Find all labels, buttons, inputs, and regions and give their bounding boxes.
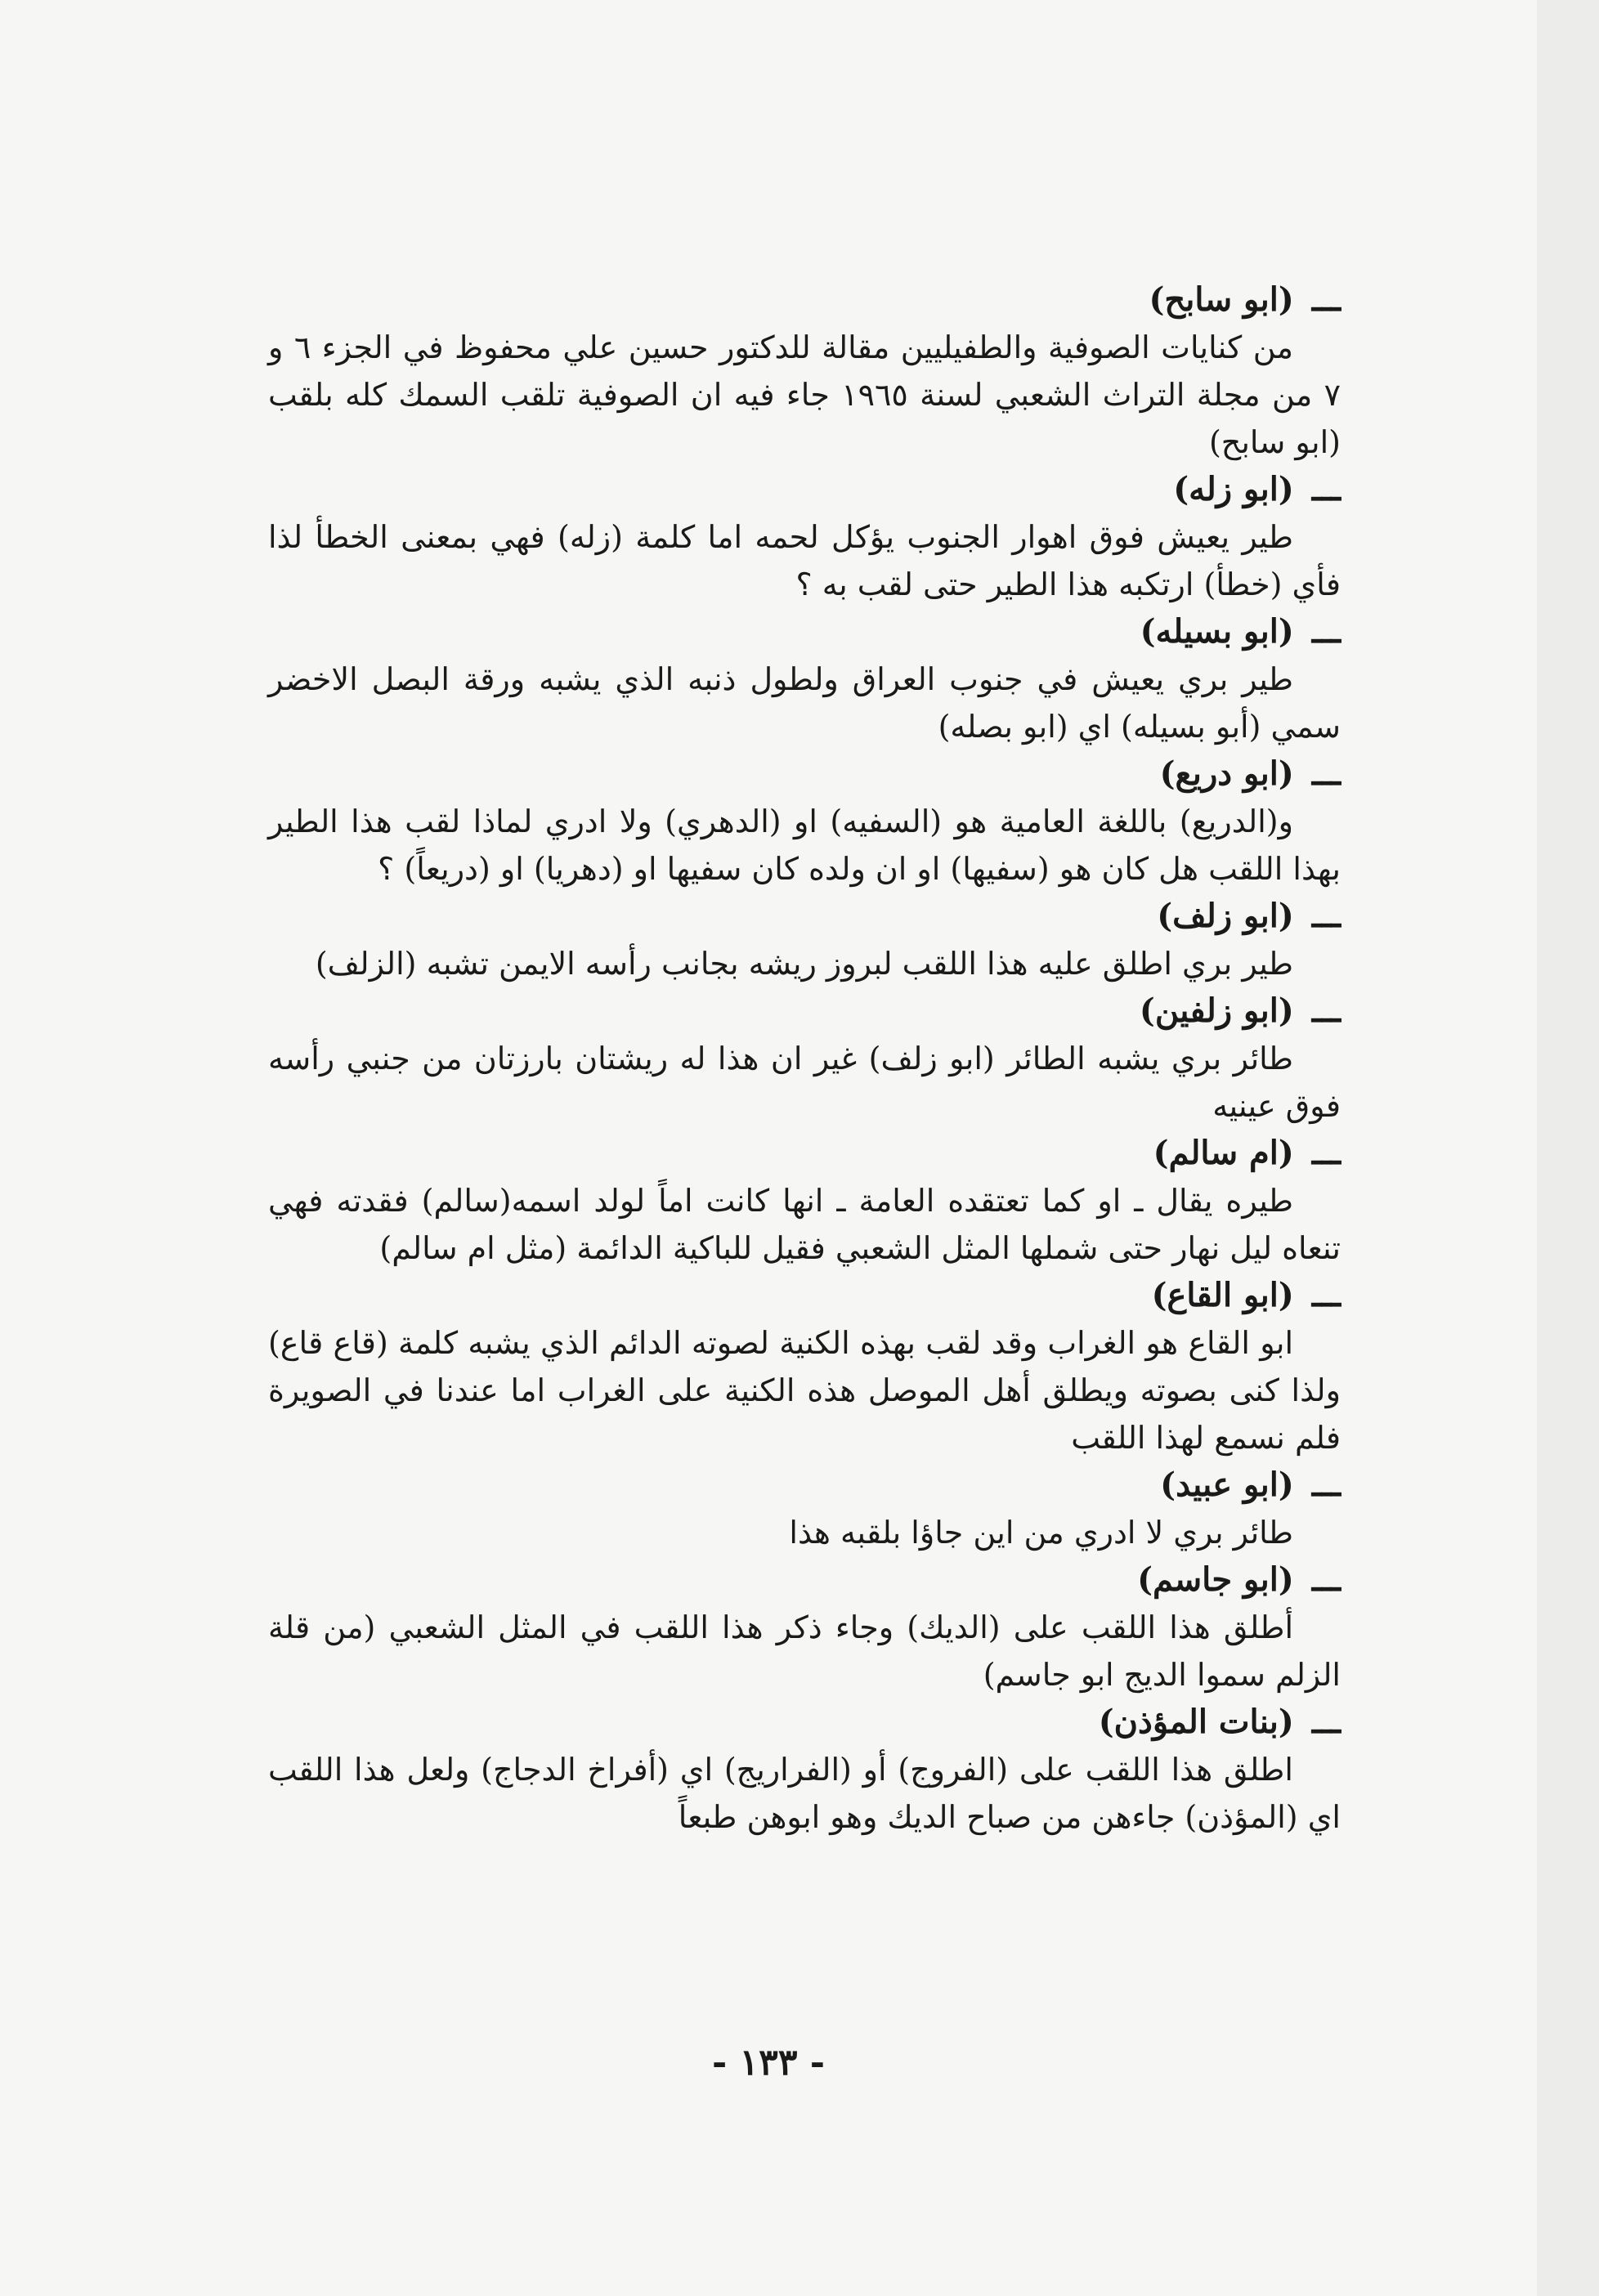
heading-text: (ام سالم) (1153, 1134, 1294, 1172)
entry (268, 1272, 1341, 1461)
entry-text: طائر بري لا ادري من اين جاؤا بلقبه هذا (789, 1515, 1293, 1551)
heading-text: (ابو زله) (1173, 470, 1294, 508)
dash: ـــ (1311, 1466, 1341, 1504)
heading-text: (ابو جاسم) (1137, 1560, 1294, 1599)
entry-heading (268, 608, 1341, 656)
entry-text: طير بري اطلق عليه هذا اللقب لبروز ريشه بجانب رأسه الايمن تشبه (الزلف) (315, 946, 1293, 982)
entry-text: طائر بري يشبه الطائر (ابو زلف) غير ان هذا له ريشتان بارزتان من جنبي رأسه فوق عينيه (268, 1041, 1341, 1124)
entry (268, 987, 1341, 1130)
entry (268, 1699, 1341, 1841)
heading-text: (ابو سابح) (1149, 280, 1294, 319)
entry-heading (268, 466, 1341, 513)
dash: ـــ (1311, 470, 1341, 508)
entry-heading (268, 987, 1341, 1035)
dash: ـــ (1311, 897, 1341, 935)
entry-text: طيره يقال ـ او كما تعتقده العامة ـ انها كانت اماً لولد اسمه(سالم) فقدته فهي تنعاه ليل نهار حتى شملها المثل الشعبي فقيل للباكية الدائمة (مثل ام سالم) (268, 1183, 1341, 1266)
entry-text: أطلق هذا اللقب على (الديك) وجاء ذكر هذا اللقب في المثل الشعبي (من قلة الزلم سموا الديج ابو جاسم) (268, 1609, 1341, 1693)
entry (268, 893, 1341, 987)
entry (268, 750, 1341, 893)
dash: ـــ (1311, 1134, 1341, 1172)
entry-text: و(الدريع) باللغة العامية هو (السفيه) او (الدهري) ولا ادري لماذا لقب هذا الطير بهذا اللقب هل كان هو (سفيها) او ان ولده كان سفيها او (دهريا) او (دريعاً) ؟ (268, 803, 1341, 887)
heading-text: (ابو زلفين) (1139, 991, 1294, 1030)
entry-text: من كنايات الصوفية والطفيليين مقالة للدكتور حسين علي محفوظ في الجزء ٦ و ٧ من مجلة التراث الشعبي لسنة ١٩٦٥ جاء فيه ان الصوفية تلقب السمك كله بلقب (ابو سابح) (268, 329, 1341, 460)
dash: ـــ (1311, 991, 1341, 1030)
entry (268, 1461, 1341, 1556)
entry (268, 1556, 1341, 1699)
entry-text: ابو القاع هو الغراب وقد لقب بهذه الكنية لصوته الدائم الذي يشبه كلمة (قاع قاع) ولذا كنى بصوته ويطلق أهل الموصل هذه الكنية على الغراب اما عندنا في الصويرة فلم نسمع لهذا اللقب (268, 1325, 1341, 1456)
entry-heading (268, 893, 1341, 940)
entry-heading (268, 750, 1341, 798)
heading-text: (ابو بسيله) (1140, 612, 1294, 651)
entry-heading (268, 276, 1341, 324)
dash: ـــ (1311, 1703, 1341, 1741)
entry-text: اطلق هذا اللقب على (الفروج) أو (الفراريج) اي (أفراخ الدجاج) ولعل هذا اللقب اي (المؤذن) جاءهن من صباح الديك وهو ابوهن طبعاً (268, 1752, 1341, 1835)
entry (268, 466, 1341, 608)
dash: ـــ (1311, 1276, 1341, 1314)
entry-heading (268, 1272, 1341, 1319)
entry-heading (268, 1461, 1341, 1509)
heading-text: (ابو عبيد) (1160, 1466, 1294, 1504)
entry-heading (268, 1699, 1341, 1746)
dash: ـــ (1311, 754, 1341, 793)
text-column (268, 276, 1341, 1841)
entry-heading (268, 1130, 1341, 1177)
entry (268, 276, 1341, 466)
page-number: - ١٣٣ - (711, 2042, 826, 2083)
entry-heading (268, 1556, 1341, 1604)
entry-text: طير يعيش فوق اهوار الجنوب يؤكل لحمه اما كلمة (زله) فهي بمعنى الخطأ لذا فأي (خطأ) ارتكبه هذا الطير حتى لقب به ؟ (268, 519, 1341, 602)
dash: ـــ (1311, 280, 1341, 319)
dash: ـــ (1311, 612, 1341, 651)
entry (268, 1130, 1341, 1272)
heading-text: (بنات المؤذن) (1098, 1703, 1294, 1741)
heading-text: (ابو دريع) (1159, 754, 1294, 793)
entry (268, 608, 1341, 750)
dash: ـــ (1311, 1560, 1341, 1599)
heading-text: (ابو زلف) (1157, 897, 1294, 935)
entry-text: طير بري يعيش في جنوب العراق ولطول ذنبه الذي يشبه ورقة البصل الاخضر سمي (أبو بسيله) اي (ابو بصله) (268, 661, 1341, 745)
heading-text: (ابو القاع) (1151, 1276, 1294, 1314)
